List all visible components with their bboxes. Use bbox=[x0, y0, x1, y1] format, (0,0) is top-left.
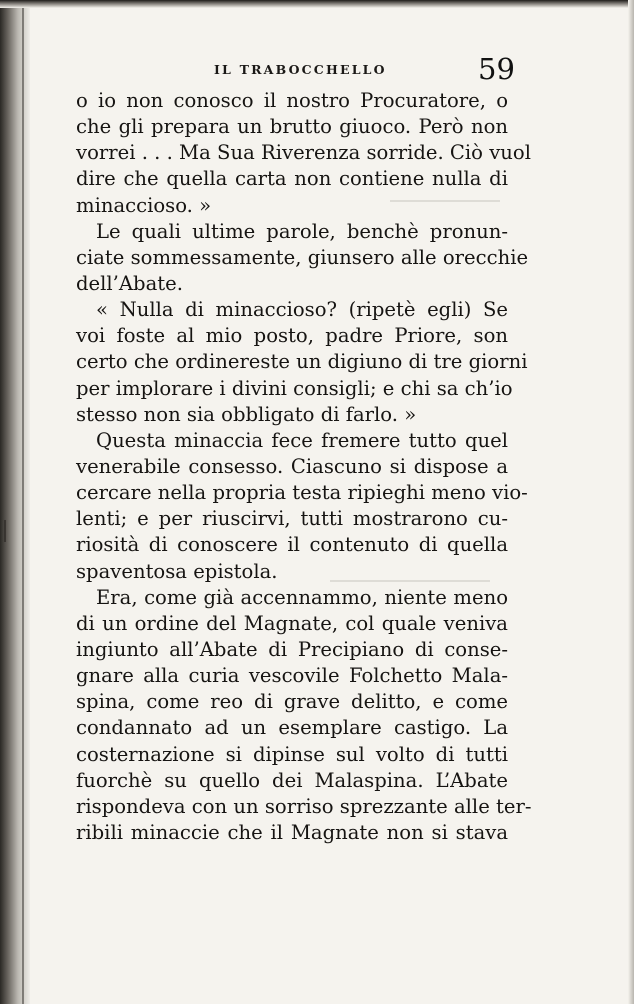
text-line: cercare nella propria testa ripieghi meno vio- bbox=[76, 481, 528, 505]
text-line: minaccioso. » bbox=[76, 193, 212, 217]
margin-mark bbox=[4, 520, 12, 542]
text-line: ribili minaccie che il Magnate non si stava bbox=[76, 820, 508, 844]
text-line: rispondeva con un sorriso sprezzante alle ter- bbox=[76, 794, 532, 818]
paragraph-start-line: Le quali ultime parole, benchè pronun- bbox=[96, 219, 508, 243]
top-page-edge bbox=[0, 0, 634, 8]
paragraph-start-line: Questa minaccia fece fremere tutto quel bbox=[96, 428, 508, 452]
page-number: 59 bbox=[478, 52, 515, 86]
text-line: di un ordine del Magnate, col quale veniva bbox=[76, 611, 508, 635]
text-line: spina, come reo di grave delitto, e come bbox=[76, 690, 508, 714]
text-line: fuorchè su quello dei Malaspina. L’Abate bbox=[76, 768, 508, 792]
paragraph-start-line: Era, come già accennammo, niente meno bbox=[96, 585, 508, 609]
text-line: gnare alla curia vescovile Folchetto Mala- bbox=[76, 664, 508, 688]
text-line: costernazione si dipinse sul volto di tutti bbox=[76, 742, 508, 766]
right-page-edge bbox=[628, 0, 634, 1004]
text-line: venerabile consesso. Ciascuno si dispose a bbox=[76, 454, 508, 478]
running-head bbox=[0, 52, 634, 92]
text-line: lenti; e per riuscirvi, tutti mostrarono cu- bbox=[76, 507, 508, 531]
running-title: IL TRABOCCHELLO bbox=[214, 62, 387, 77]
text-line: o io non conosco il nostro Procuratore, o bbox=[76, 89, 508, 112]
text-line: spaventosa epistola. bbox=[76, 559, 278, 583]
text-line: riosità di conoscere il contenuto di quella bbox=[76, 533, 508, 557]
text-line: ingiunto all’Abate di Precipiano di conse- bbox=[76, 637, 508, 661]
text-line: che gli prepara un brutto giuoco. Però non bbox=[76, 115, 508, 139]
page-edge-line bbox=[22, 0, 24, 1004]
text-line: dell’Abate. bbox=[76, 271, 183, 295]
page-text-body bbox=[76, 88, 532, 846]
text-line: voi foste al mio posto, padre Priore, son bbox=[76, 324, 508, 348]
text-line: vorrei . . . Ma Sua Riverenza sorride. Ciò vuol bbox=[76, 141, 531, 165]
text-line: per implorare i divini consigli; e chi sa ch’io bbox=[76, 376, 513, 400]
text-line: stesso non sia obbligato di farlo. » bbox=[76, 402, 417, 426]
text-line: dire che quella carta non contiene nulla di bbox=[76, 167, 508, 191]
book-gutter-shadow bbox=[0, 0, 30, 1004]
text-line: condannato ad un esemplare castigo. La bbox=[76, 716, 508, 740]
text-line: ciate sommessamente, giunsero alle orecchie bbox=[76, 245, 529, 269]
paragraph-start-line: « Nulla di minaccioso? (ripetè egli) Se bbox=[96, 298, 508, 322]
text-line: certo che ordinereste un digiuno di tre giorni bbox=[76, 350, 528, 374]
